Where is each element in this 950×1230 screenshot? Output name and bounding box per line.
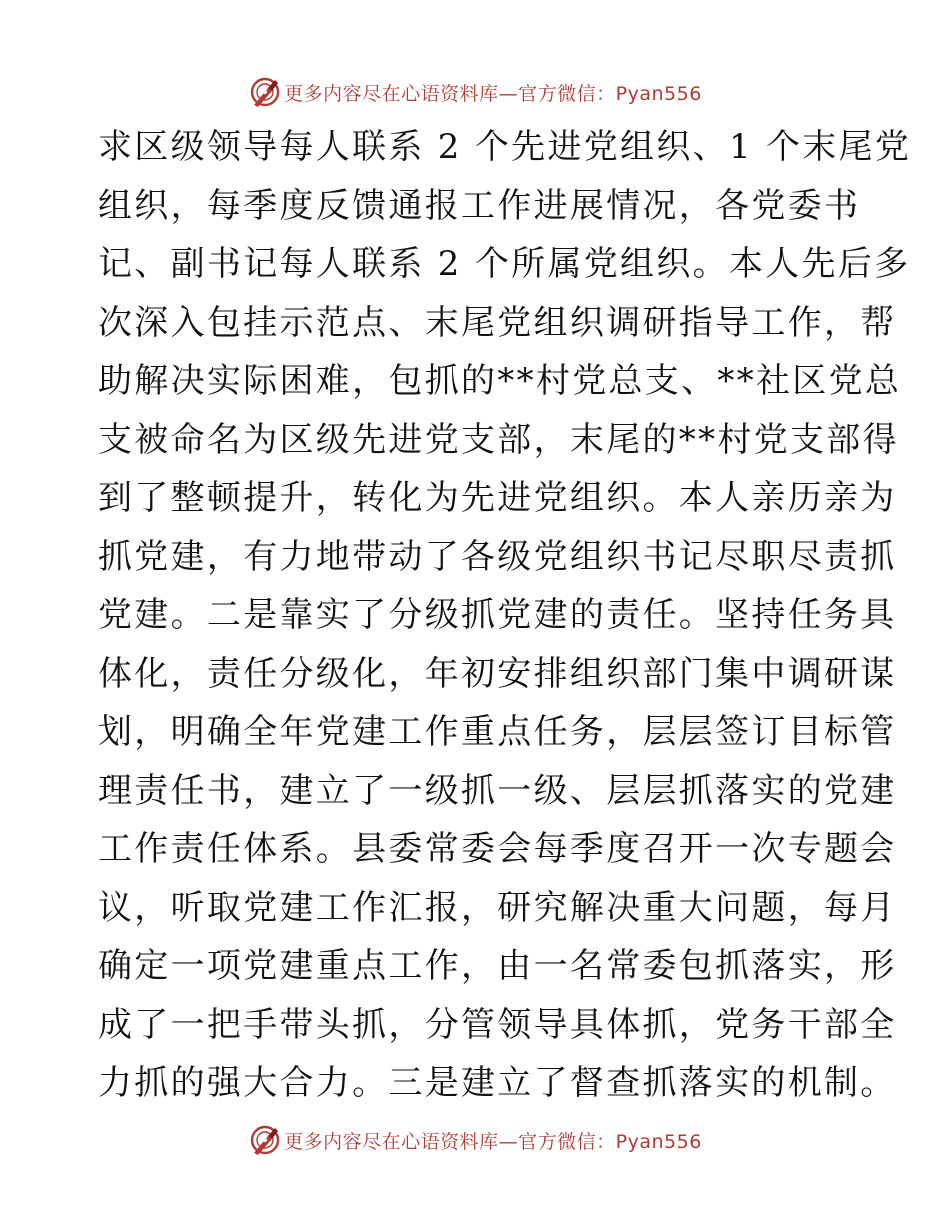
body-line: 记、副书记每人联系 2 个所属党组织。本人先后多	[98, 244, 911, 284]
pen-logo-icon	[248, 1123, 282, 1157]
pen-logo-icon	[248, 75, 282, 109]
body-line: 助解决实际困难，包抓的**村党总支、**社区党总	[98, 361, 902, 401]
body-line: 次深入包挂示范点、末尾党组织调研指导工作，帮	[98, 302, 897, 343]
body-line: 体化，责任分级化，年初安排组织部门集中调研谋	[98, 653, 897, 694]
body-line: 工作责任体系。县委常委会每季度召开一次专题会	[98, 829, 897, 869]
body-line: 议，听取党建工作汇报，研究解决重大问题，每月	[98, 887, 897, 928]
body-line: 抓党建，有力地带动了各级党组织书记尽职尽责抓	[98, 536, 897, 577]
body-line: 确定一项党建重点工作，由一名常委包抓落实，形	[98, 946, 897, 986]
body-line: 成了一把手带头抓，分管领导具体抓，党务干部全	[98, 1004, 897, 1045]
footer-banner-text: 更多内容尽在心语资料库—官方微信：Pyan556	[284, 1130, 702, 1153]
body-line: 力抓的强大合力。三是建立了督查抓落实的机制。	[98, 1063, 897, 1103]
document-body	[98, 118, 912, 1113]
body-line: 理责任书，建立了一级抓一级、层层抓落实的党建	[98, 770, 897, 811]
body-line: 组织，每季度反馈通报工作进展情况，各党委书	[98, 185, 861, 226]
body-line: 到了整顿提升，转化为先进党组织。本人亲历亲为	[98, 478, 897, 518]
footer-banner	[0, 1120, 950, 1160]
body-line: 支被命名为区级先进党支部，末尾的**村党支部得	[98, 419, 899, 460]
body-line: 划，明确全年党建工作重点任务，层层签订目标管	[98, 712, 897, 752]
body-line: 党建。二是靠实了分级抓党建的责任。坚持任务具	[98, 595, 897, 635]
header-banner-text: 更多内容尽在心语资料库—官方微信：Pyan556	[284, 82, 702, 105]
body-line: 求区级领导每人联系 2 个先进党组织、1 个末尾党	[98, 127, 912, 167]
header-banner	[0, 72, 950, 112]
